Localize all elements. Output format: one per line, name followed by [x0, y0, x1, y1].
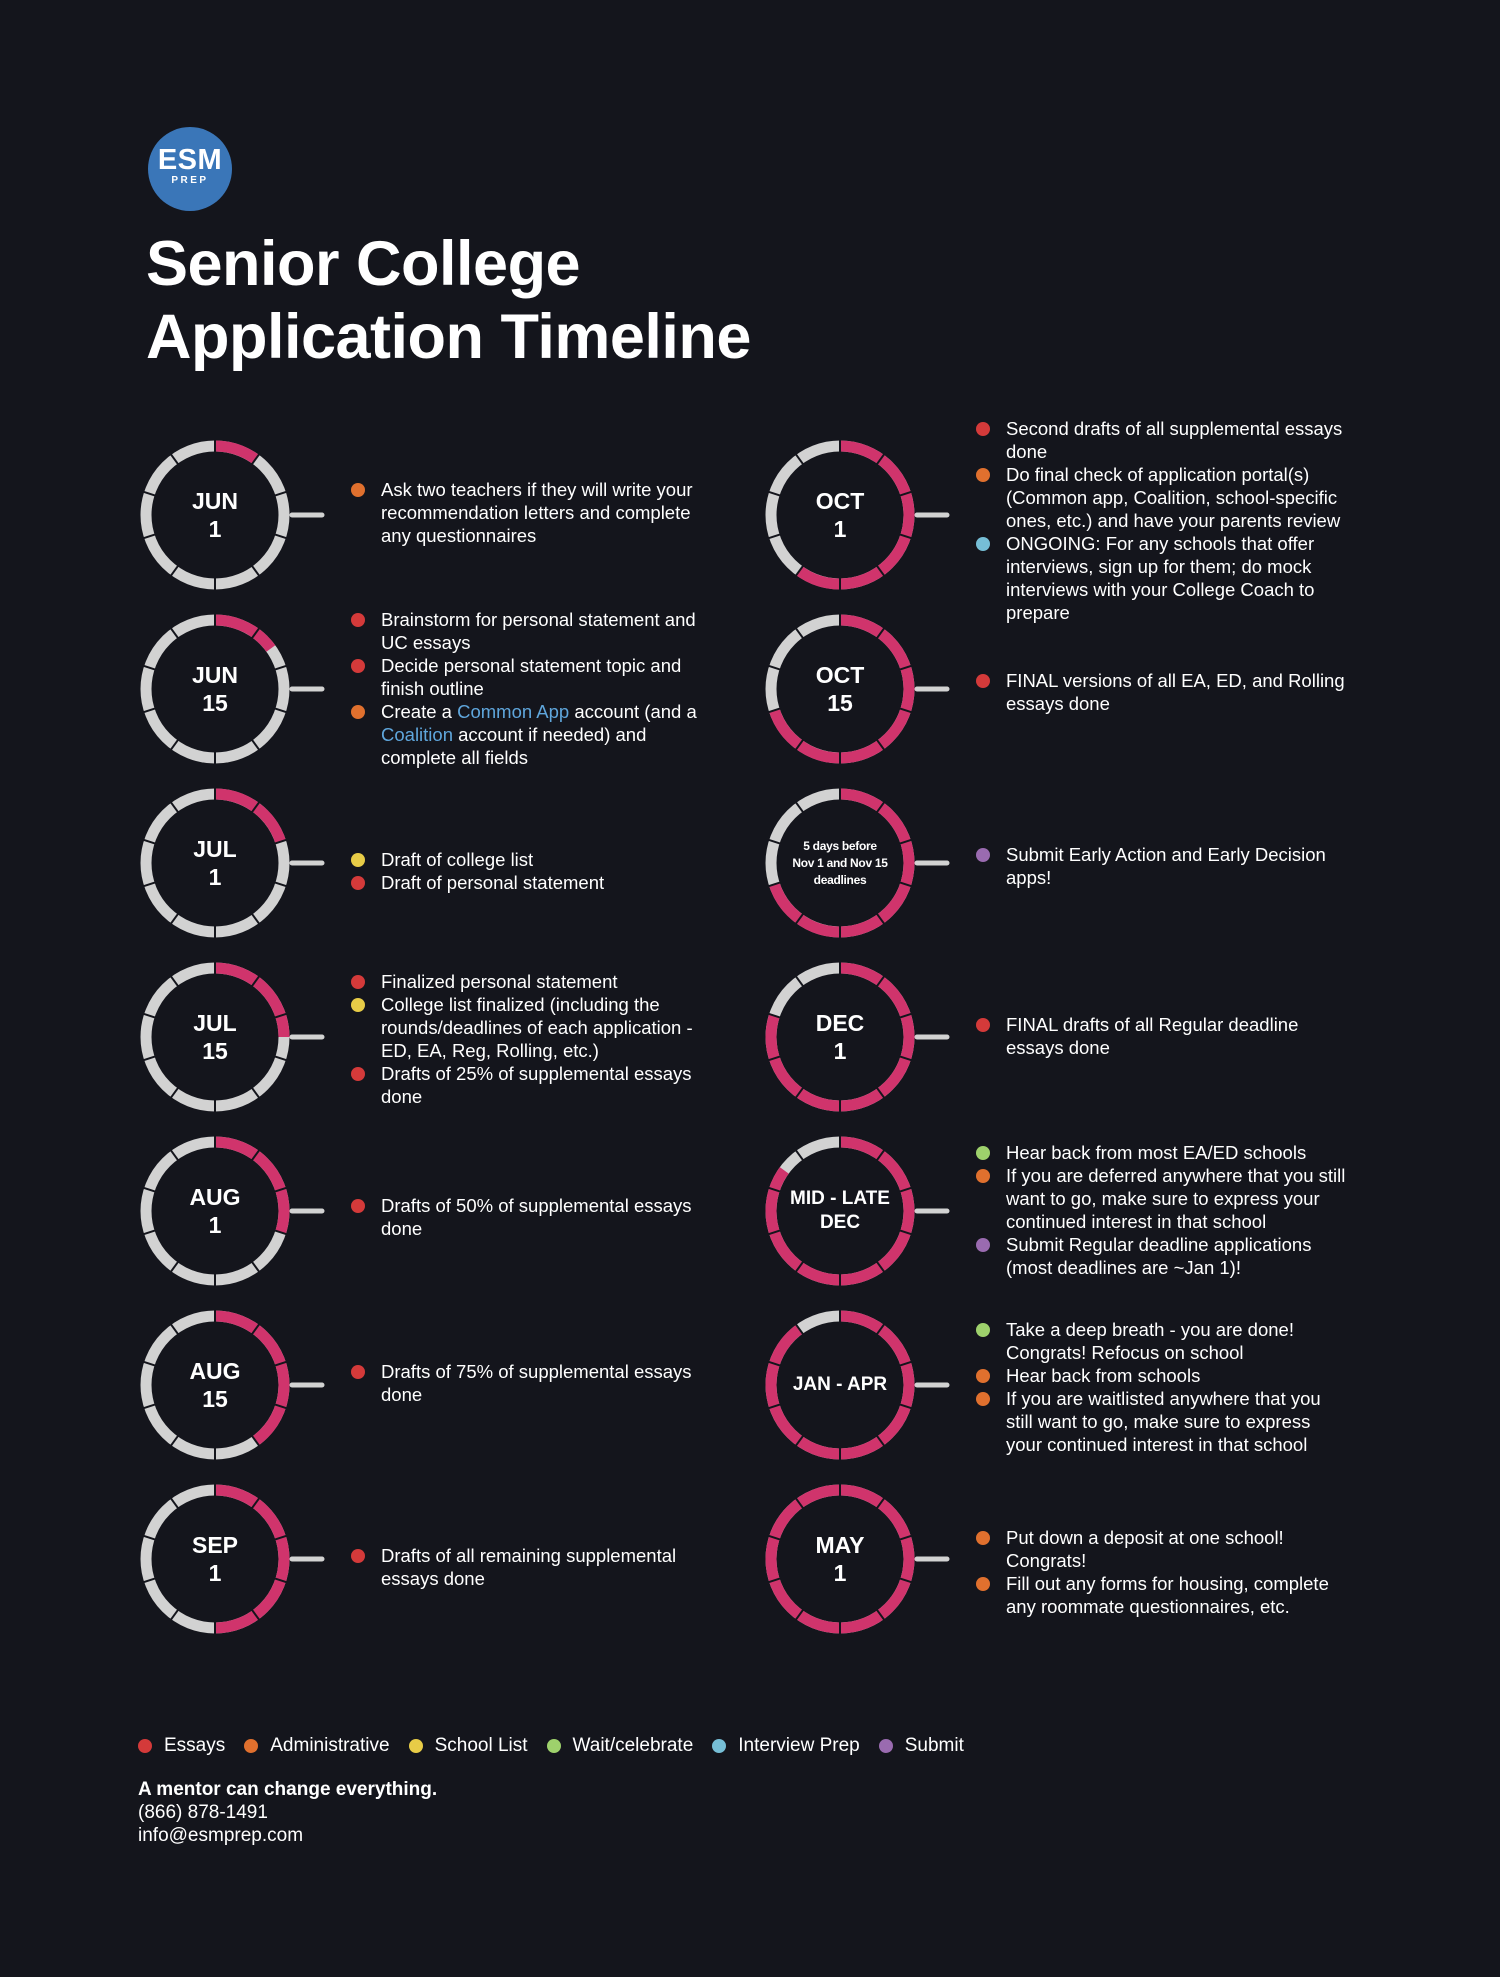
- category-dot: [976, 1169, 990, 1183]
- task-item: [976, 669, 1346, 715]
- milestone-date-line: 15: [202, 1038, 228, 1064]
- category-dot: [351, 483, 365, 497]
- legend-dot: [879, 1739, 893, 1753]
- task-list: [976, 843, 1346, 889]
- milestone-date-line: 15: [202, 1386, 228, 1412]
- milestone-date-line: 1: [208, 864, 222, 890]
- milestone-date-line: JUN: [191, 488, 238, 514]
- task-text-part: Create a: [381, 701, 458, 722]
- category-dot: [976, 1018, 990, 1032]
- task-item: [351, 993, 716, 1062]
- legend-dot: [409, 1739, 423, 1753]
- milestone-date-line: AUG: [189, 1358, 241, 1384]
- category-dot: [976, 1238, 990, 1252]
- task-text: Finalized personal statement: [381, 971, 618, 992]
- milestone-date-line: 15: [202, 690, 228, 716]
- task-text: Drafts of all remaining supplemental essays done: [381, 1545, 677, 1589]
- milestone-date: [763, 1482, 917, 1636]
- milestone-date-line: JAN - APR: [792, 1374, 888, 1395]
- category-dot: [351, 1549, 365, 1563]
- category-dot: [976, 848, 990, 862]
- legend-item: [879, 1735, 964, 1757]
- category-dot: [351, 613, 365, 627]
- task-text: Submit Regular deadline applications (most deadlines are ~Jan 1)!: [1006, 1234, 1312, 1278]
- task-item: [976, 1364, 1346, 1387]
- legend-item: [138, 1735, 225, 1757]
- milestone-date: [138, 960, 292, 1114]
- category-dot: [976, 1369, 990, 1383]
- task-text: Ask two teachers if they will write your recommendation letters and complete any questionnaires: [381, 479, 693, 546]
- legend-item: [712, 1735, 859, 1757]
- task-item: [351, 654, 716, 700]
- task-item: [976, 1164, 1346, 1233]
- milestone-date: [763, 1134, 917, 1288]
- milestone-date-line: Nov 1 and Nov 15: [792, 855, 888, 870]
- milestone-date-line: DEC: [819, 1212, 861, 1233]
- footer: [138, 1778, 437, 1847]
- task-item: [351, 1360, 716, 1406]
- task-list: [351, 608, 716, 769]
- category-dot: [976, 1392, 990, 1406]
- task-text: Submit Early Action and Early Decision apps!: [1006, 844, 1326, 888]
- milestone-date: [763, 438, 917, 592]
- legend-dot: [712, 1739, 726, 1753]
- category-dot: [351, 998, 365, 1012]
- task-item: [351, 871, 716, 894]
- task-text: FINAL versions of all EA, ED, and Rolling essays done: [1006, 670, 1345, 714]
- milestone-date: [763, 786, 917, 940]
- footer-tagline: A mentor can change everything.: [138, 1779, 438, 1800]
- milestone-date-line: AUG: [189, 1184, 241, 1210]
- task-text: Hear back from schools: [1006, 1365, 1201, 1386]
- milestone-date-line: deadlines: [813, 872, 867, 887]
- milestone-date-line: 1: [833, 1560, 847, 1586]
- category-dot: [976, 1323, 990, 1337]
- task-list: [976, 1526, 1346, 1618]
- category-dot: [351, 1067, 365, 1081]
- task-text: Decide personal statement topic and finish outline: [381, 655, 682, 699]
- category-dot: [976, 1531, 990, 1545]
- task-item: [351, 608, 716, 654]
- task-text: College list finalized (including the rounds/deadlines of each application - ED, EA, Reg, Rolling, etc.): [381, 994, 693, 1061]
- milestone-date: [763, 1308, 917, 1462]
- milestone-date-line: 1: [208, 1212, 222, 1238]
- task-item: [976, 843, 1346, 889]
- category-dot: [976, 422, 990, 436]
- task-text: ONGOING: For any schools that offer interviews, sign up for them; do mock interviews with your College Coach to prepare: [1006, 533, 1315, 623]
- task-item: [351, 1194, 716, 1240]
- task-text: Put down a deposit at one school! Congrats!: [1006, 1527, 1284, 1571]
- milestone-date-line: SEP: [191, 1532, 239, 1558]
- task-list: [351, 1194, 716, 1240]
- legend-label: Administrative: [270, 1735, 390, 1756]
- task-item: [351, 970, 716, 993]
- task-text: Second drafts of all supplemental essays done: [1006, 418, 1343, 462]
- task-list: [351, 478, 716, 547]
- category-dot: [976, 468, 990, 482]
- category-dot: [351, 705, 365, 719]
- task-text: If you are deferred anywhere that you still want to go, make sure to express your continued interest in that school: [1006, 1165, 1346, 1232]
- milestone-date-line: 1: [833, 1038, 847, 1064]
- task-list: [976, 1318, 1346, 1456]
- milestone-date: [763, 612, 917, 766]
- footer-phone: (866) 878-1491: [138, 1802, 268, 1823]
- logo-text: ESM: [157, 144, 223, 176]
- task-list: [976, 1141, 1346, 1279]
- milestone-date: [138, 1308, 292, 1462]
- legend-label: Wait/celebrate: [572, 1735, 694, 1756]
- task-item: [976, 1572, 1346, 1618]
- task-item: [351, 700, 716, 769]
- task-text: Take a deep breath - you are done! Congrats! Refocus on school: [1006, 1319, 1294, 1363]
- task-item: [976, 417, 1346, 463]
- task-text: Drafts of 75% of supplemental essays done: [381, 1361, 692, 1405]
- category-dot: [976, 1146, 990, 1160]
- task-text: Do final check of application portal(s) (Common app, Coalition, school-specific ones, etc.) and have your parents review: [1006, 464, 1341, 531]
- task-list: [976, 669, 1346, 715]
- milestone-date-line: 1: [208, 516, 222, 542]
- milestone-date-line: JUL: [193, 1010, 237, 1036]
- legend-label: Interview Prep: [738, 1735, 860, 1756]
- task-list: [976, 1013, 1346, 1059]
- legend-label: Submit: [904, 1735, 964, 1756]
- task-item: [976, 1387, 1346, 1456]
- category-dot: [351, 853, 365, 867]
- task-list: [351, 1360, 716, 1406]
- task-list: [351, 970, 716, 1108]
- legend-item: [547, 1735, 694, 1757]
- milestone-date-line: DEC: [815, 1010, 865, 1036]
- milestone-date-line: 5 days before: [803, 838, 877, 853]
- milestone-date-line: 15: [827, 690, 853, 716]
- legend-label: Essays: [164, 1735, 226, 1756]
- page-title: [146, 228, 751, 374]
- task-list: [351, 848, 716, 894]
- category-dot: [351, 1365, 365, 1379]
- legend-label: School List: [434, 1735, 528, 1756]
- milestone-date-line: OCT: [815, 488, 865, 514]
- milestone-date: [763, 960, 917, 1114]
- task-item: [351, 1062, 716, 1108]
- category-dot: [351, 659, 365, 673]
- task-item: [976, 1013, 1346, 1059]
- task-text: If you are waitlisted anywhere that you still want to go, make sure to express your continued interest in that school: [1006, 1388, 1321, 1455]
- task-text: Fill out any forms for housing, complete any roommate questionnaires, etc.: [1006, 1573, 1329, 1617]
- milestone-date: [138, 1482, 292, 1636]
- milestone-date: [138, 786, 292, 940]
- task-list: [976, 417, 1346, 624]
- task-text-part: account (and a: [569, 701, 697, 722]
- category-dot: [351, 1199, 365, 1213]
- category-dot: [976, 674, 990, 688]
- task-link[interactable]: Common App: [457, 701, 570, 722]
- task-item: [976, 1141, 1346, 1164]
- category-legend: [138, 1735, 983, 1757]
- task-item: [351, 1544, 716, 1590]
- task-link[interactable]: Coalition: [381, 724, 453, 745]
- legend-item: [409, 1735, 528, 1757]
- task-item: [351, 478, 716, 547]
- task-text: Draft of personal statement: [381, 872, 605, 893]
- milestone-date-line: 1: [833, 516, 847, 542]
- category-dot: [976, 537, 990, 551]
- page-title-line-2: Application Timeline: [146, 302, 751, 372]
- task-text: Draft of college list: [381, 849, 534, 870]
- milestone-date-line: JUL: [193, 836, 237, 862]
- task-item: [976, 1526, 1346, 1572]
- task-item: [976, 1233, 1346, 1279]
- task-text: Drafts of 25% of supplemental essays done: [381, 1063, 692, 1107]
- task-item: [351, 848, 716, 871]
- category-dot: [351, 876, 365, 890]
- logo-subtext: PREP: [171, 175, 209, 186]
- milestone-date: [138, 612, 292, 766]
- task-item: [976, 463, 1346, 532]
- esm-prep-logo: [148, 127, 232, 211]
- page-title-line-1: Senior College: [146, 229, 581, 299]
- milestone-date-line: 1: [208, 1560, 222, 1586]
- legend-dot: [138, 1739, 152, 1753]
- milestone-date: [138, 1134, 292, 1288]
- category-dot: [976, 1577, 990, 1591]
- legend-item: [244, 1735, 389, 1757]
- legend-dot: [547, 1739, 561, 1753]
- task-item: [976, 1318, 1346, 1364]
- milestone-date-line: JUN: [191, 662, 238, 688]
- milestone-date-line: MAY: [815, 1532, 865, 1558]
- task-text: Drafts of 50% of supplemental essays done: [381, 1195, 692, 1239]
- milestone-date-line: OCT: [815, 662, 865, 688]
- legend-dot: [244, 1739, 258, 1753]
- task-text: Brainstorm for personal statement and UC essays: [381, 609, 696, 653]
- category-dot: [351, 975, 365, 989]
- task-list: [351, 1544, 716, 1590]
- task-item: [976, 532, 1346, 624]
- task-text: FINAL drafts of all Regular deadline essays done: [1006, 1014, 1299, 1058]
- footer-email: info@esmprep.com: [138, 1825, 304, 1846]
- milestone-date-line: MID - LATE: [790, 1188, 890, 1209]
- milestone-date: [138, 438, 292, 592]
- task-text-part: account if needed) and complete all fields: [381, 724, 647, 768]
- task-text: Hear back from most EA/ED schools: [1006, 1142, 1307, 1163]
